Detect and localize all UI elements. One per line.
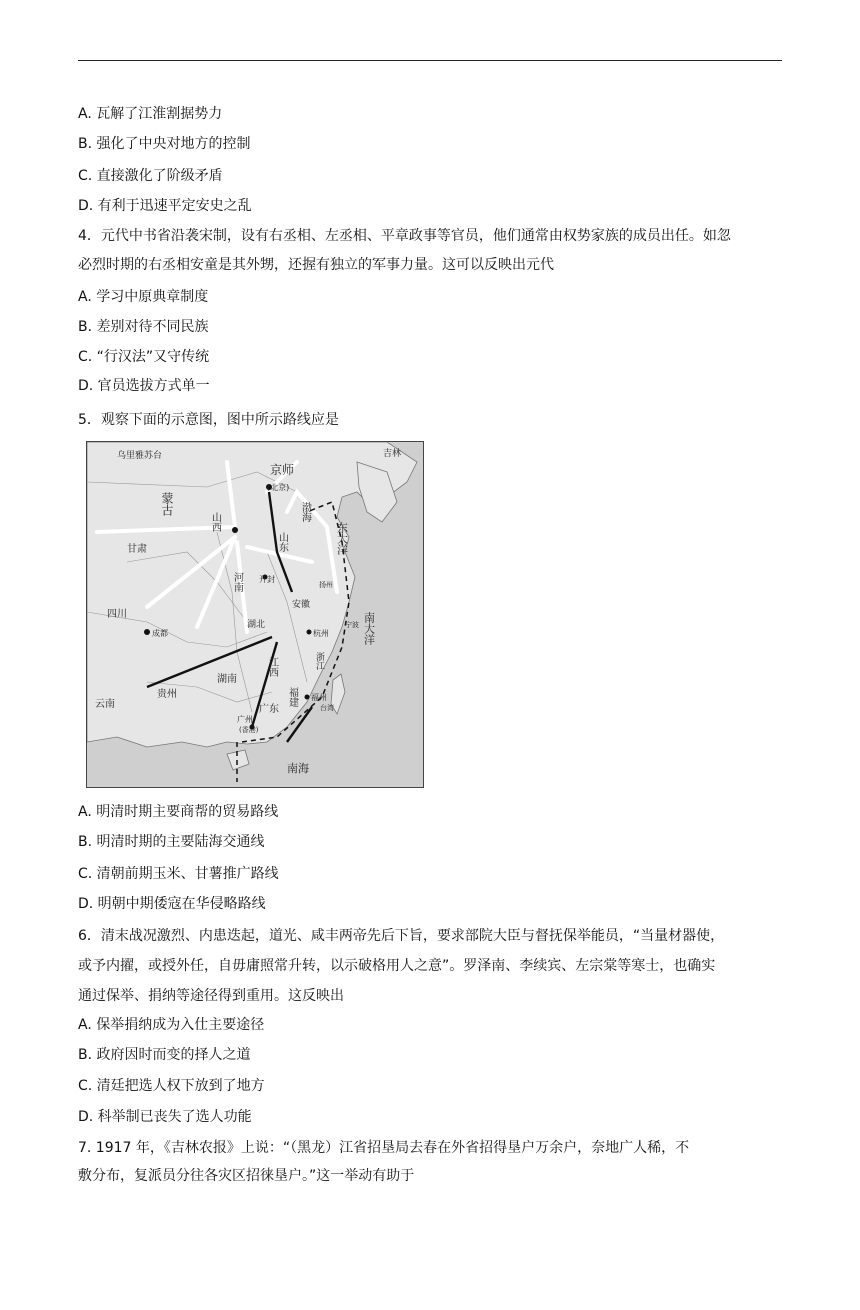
q6-stem-line1: 6．清末战况激烈、内患迭起，道光、咸丰两帝先后下旨，要求部院大臣与督抚保举能员，“当量材器使， (78, 928, 725, 944)
label-shandong: 山东 (276, 532, 288, 552)
q6-option-a[interactable]: A. 保举捐纳成为入仕主要途径 (78, 1017, 265, 1033)
label-fujian: 福建 (286, 687, 298, 707)
q4-option-d[interactable]: D. 官员选拔方式单一 (78, 378, 210, 394)
label-nan-da-yang: 南大洋 (362, 612, 376, 645)
q3-option-d[interactable]: D. 有利于迅速平定安史之乱 (78, 198, 252, 214)
label-kaifeng: 开封 (259, 575, 275, 584)
q4-stem-line2: 必烈时期的右丞相安童是其外甥，还握有独立的军事力量。这可以反映出元代 (78, 257, 554, 273)
q6-option-d[interactable]: D. 科举制已丧失了选人功能 (78, 1109, 252, 1125)
label-dong-da-yang: 东大洋 (335, 522, 349, 555)
label-menggu: 蒙古 (160, 492, 174, 516)
q5-option-c[interactable]: C. 清朝前期玉米、甘薯推广路线 (78, 866, 279, 882)
label-jilin: 吉林 (383, 449, 402, 459)
label-jingshi: 京师 (270, 463, 295, 477)
q6-option-b[interactable]: B. 政府因时而变的择人之道 (78, 1047, 251, 1063)
q4-option-a[interactable]: A. 学习中原典章制度 (78, 289, 209, 305)
label-yunnan: 云南 (95, 699, 115, 710)
label-guangzhou: 广州 (237, 715, 253, 724)
q5-option-d[interactable]: D. 明朝中期倭寇在华侵略路线 (78, 896, 266, 912)
label-chengdu: 成都 (152, 629, 168, 638)
q6-stem-line2: 或予内擢，或授外任，自毋庸照常升转，以示破格用人之意”。罗泽南、李续宾、左宗棠等寒士，也确实 (78, 958, 716, 974)
label-zhejiang: 浙江 (314, 652, 324, 670)
label-henan: 河南 (231, 572, 243, 592)
label-anhui: 安徽 (292, 600, 311, 610)
q7-stem-line1: 7. 1917 年，《吉林农报》上说：“（黑龙）江省招垦局去春在外省招得垦户万余户，奈地广人稀，不 (78, 1140, 690, 1156)
label-beijing: (北京) (267, 483, 290, 492)
label-yangzhou: 扬州 (319, 581, 333, 589)
label-wuli: 乌里雅苏台 (117, 451, 163, 461)
q3-option-a[interactable]: A. 瓦解了江淮割据势力 (78, 106, 223, 122)
label-bo-hai: 渤海 (299, 502, 311, 522)
label-gansu: 甘肃 (127, 544, 147, 555)
q5-stem: 5．观察下面的示意图，图中所示路线应是 (78, 412, 339, 428)
route-map (86, 441, 424, 788)
header-rule (78, 60, 782, 61)
label-hubei: 湖北 (247, 620, 266, 630)
label-fuzhou: 福州 (311, 693, 327, 702)
q4-stem-line1: 4．元代中书省沿袭宋制，设有右丞相、左丞相、平章政事等官员，他们通常由权势家族的成员出任。如忽 (78, 228, 731, 244)
q7-stem-line2: 敷分布，复派员分往各灾区招徕垦户。”这一举动有助于 (78, 1168, 415, 1184)
q6-stem-line3: 通过保举、捐纳等途径得到重用。这反映出 (78, 988, 344, 1004)
label-nan-hai: 南海 (287, 762, 309, 775)
label-xianggang: (香港) (239, 726, 259, 734)
label-ningbo: 宁波 (345, 621, 359, 629)
label-guizhou: 贵州 (157, 689, 177, 700)
q3-option-b[interactable]: B. 强化了中央对地方的控制 (78, 136, 251, 152)
q5-option-b[interactable]: B. 明清时期的主要陆海交通线 (78, 834, 265, 850)
q5-option-a[interactable]: A. 明清时期主要商帮的贸易路线 (78, 804, 279, 820)
q4-option-b[interactable]: B. 差别对待不同民族 (78, 319, 209, 335)
label-hangzhou: 杭州 (313, 629, 329, 638)
label-hunan: 湖南 (217, 674, 237, 685)
label-sichuan: 四川 (107, 609, 127, 620)
q6-option-c[interactable]: C. 清廷把选人权下放到了地方 (78, 1078, 265, 1094)
q3-option-c[interactable]: C. 直接激化了阶级矛盾 (78, 168, 223, 184)
label-taiwan: 台湾 (320, 704, 334, 712)
label-shanxi: 山西 (209, 512, 221, 532)
q4-option-c[interactable]: C. “行汉法”又守传统 (78, 349, 210, 365)
label-jiangxi: 江西 (266, 657, 278, 677)
label-guangdong: 广东 (259, 704, 279, 715)
